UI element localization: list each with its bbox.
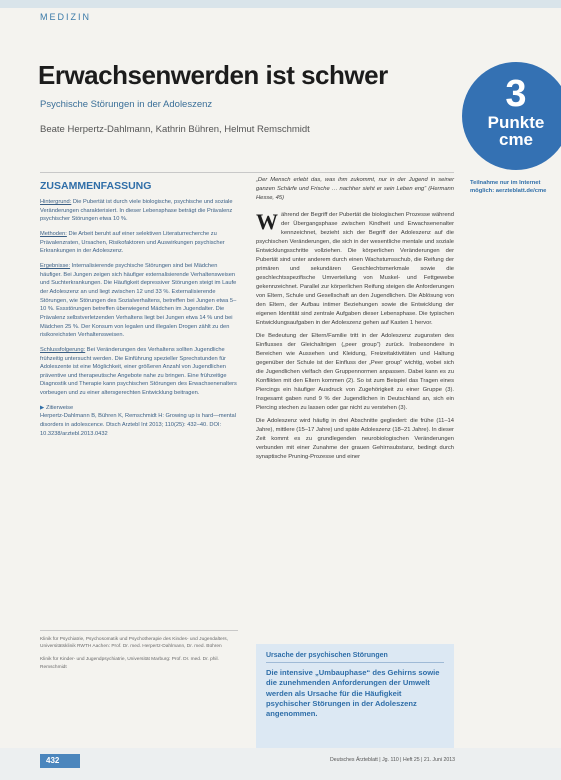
- cme-points-label: Punkte: [487, 113, 545, 132]
- article-title: Erwachsenwerden ist schwer: [38, 60, 388, 90]
- cme-label: cme: [498, 130, 534, 149]
- epigraph-quote: „Der Mensch erlebt das, was ihm zukommt, nur in der Jugend in seiner ganzen Schärfe und Frische … nachher sieht er sein Leben eng“ (Hermann Hesse, 45): [256, 177, 454, 201]
- body-paragraph: Die Bedeutung der Eltern/Familie tritt in der Adoleszenz zugunsten des Einflusses der Gleichaltrigen („peer group“) zurück. Insbesondere in Bereichen wie Aussehen und Kleidung, Freizeitaktivitäten und Haltung gegenüber der Schule ist der Einfluss der „Peer group“ wichtig, wobei sich die Jugendlichen vielfach den Gruppennormen anpassen. Dabei kann es zu Konflikten mit den Eltern kommen (2). So ist zum Beispiel das Tragen eines Piercings ein häufiger Ausdruck von Zugehörigkeit zu einer Gruppe (3). Insgesamt gaben rund 9 % der Jugendlichen in Deutschland an, sich ein Piercing stechen zu lassen oder gar nicht zu verstehen (3).: [256, 332, 454, 411]
- header-divider: [40, 172, 454, 173]
- article-subtitle: Psychische Störungen in der Adoleszenz: [40, 99, 213, 110]
- top-strip: [0, 0, 561, 8]
- abstract-paragraph: [40, 346, 238, 398]
- abstract-paragraph: [40, 262, 238, 340]
- abstract-text: Internalisierende psychische Störungen sind bei Mädchen häufiger. Bei Jungen zeigen sich häufiger externalisierende Verhaltensweisen und Suchterkrankungen. Die Häufigkeit depressiver Störungen steigt im Laufe der Adoleszenz an und liegt zwischen 12 und 33 %. Externalisierende Störungen, wie Störungen des Sozialverhaltens, betreffen bei Jungen etwa 5–10 %. Essstörungen betreffen überwiegend Mädchen im Jugendalter. Die Prävalenz selbstverletzenden Verhaltens liegt bei Jungen etwa 14 % und bei Mädchen 25 %. Der Konsum von legalen und illegalen Drogen zählt zu den risikoreichsten Verhaltensweisen.: [40, 262, 237, 339]
- citation-label: Zitierweise: [45, 404, 74, 411]
- journal-reference: Deutsches Ärzteblatt | Jg. 110 | Heft 25 | 21. Juni 2013: [330, 757, 456, 763]
- cme-points-number: 3: [505, 73, 527, 115]
- abstract-heading: ZUSAMMENFASSUNG: [40, 180, 152, 192]
- infobox-title: Ursache der psychischen Störungen: [266, 652, 444, 663]
- highlight-infobox: [256, 644, 454, 748]
- affiliation-item: Klinik für Psychiatrie, Psychosomatik und Psychotherapie des Kindes- und Jugendalters, Universitätsklinik RWTH Aachen: Prof. Dr. med. Herpertz-Dahlmann, Dr. med. Bühren: [40, 637, 228, 650]
- abstract-column: [40, 198, 238, 438]
- infobox-text: Die intensive „Umbauphase“ des Gehirns sowie die zunehmenden Anforderungen der Umwelt werden als Ursache für die Häufigkeit psychischer Störungen in der Adoleszenz angenommen.: [266, 668, 440, 718]
- abstract-keyword: Ergebnisse:: [40, 262, 71, 269]
- abstract-keyword: Hintergrund:: [40, 199, 72, 205]
- abstract-paragraph: [40, 230, 238, 256]
- page-number: 432: [40, 754, 80, 768]
- citation-block: [40, 404, 238, 439]
- citation-text: Herpertz-Dahlmann B, Bühren K, Remschmidt H: Growing up is hard—mental disorders in adolescence. Dtsch Arztebl Int 2013; 110(25): 432–40. DOI: 10.3238/arztebl.2013.0432: [40, 413, 236, 437]
- body-paragraph: Die Adoleszenz wird häufig in drei Abschnitte gegliedert: die frühe (11–14 Jahre), mittlere (15–17 Jahre) und späte Adoleszenz (18–21 Jahre). In dieser Zeit kommt es zu grundlegenden neurobiologischen Veränderungen verbunden mit einer Zunahme der grauen Gehirnsubstanz, bedingt durch synaptische Pruning-Prozesse und einer: [256, 417, 454, 460]
- abstract-paragraph: [40, 198, 238, 224]
- triangle-right-icon: ▶: [40, 404, 45, 411]
- article-authors: Beate Herpertz-Dahlmann, Kathrin Bühren, Helmut Remschmidt: [40, 124, 310, 135]
- section-label: MEDIZIN: [40, 12, 91, 22]
- drop-cap: W: [256, 208, 278, 234]
- body-column: [256, 176, 454, 466]
- abstract-keyword: Schlussfolgerung:: [40, 346, 86, 353]
- abstract-text: Die Arbeit beruht auf einer selektiven Literaturrecherche zu Prävalenzraten, Ursachen, Risikofaktoren und Auswirkungen psychischer Erkrankungen in der Adoleszenz.: [40, 230, 225, 255]
- body-paragraph: ährend der Begriff der Pubertät die biologischen Prozesse während der Übergangsphase zwischen Kindheit und Erwachsenenalter kennzeichnet, bezieht sich der Begriff der Adoleszenz auf die psychischen Veränderungen, die sich in der wesentliche mentale und soziale Entwicklungsschritte vollziehen. Die körperlichen Veränderungen der Pubertät sind unter anderem durch einen Wachstumsschub, die Reifung der primären und sekundären Geschlechtsmerkmale sowie die geschlechtsspezifische Umverteilung von Muskel- und Fettgewebe gekennzeichnet. Parallel zur körperlichen Reifung steigen die Anforderungen von Eltern, Schule und Gesellschaft an den Jugendlichen. Die Ablösung von den Eltern, der Aufbau intimer Beziehungen sowie die Entwicklung der eigenen Identität sind zentrale Aufgaben dieser Lebensphase. Die typischen Entwicklungsaufgaben in der Adoleszenz gehen auf Kasten 1 hervor.: [256, 211, 454, 326]
- affiliations: [40, 636, 238, 677]
- abstract-keyword: Methoden:: [40, 230, 67, 237]
- footer-bar: [0, 748, 561, 780]
- cme-points-badge: [462, 62, 561, 170]
- affiliation-divider: [40, 630, 238, 631]
- abstract-text: Bei Veränderungen des Verhaltens sollten Jugendliche frühzeitig untersucht werden. Die Einführung spezieller Sprechstunden für Adoleszente ist eine Möglichkeit, einer größeren Anzahl von Jugendlichen präventive und therapeutische Angebote nahe zu bringen. Eine frühzeitige Diagnostik und Therapie kann psychischen Störungen des Erwachsenenalters vorbeugen und zu einer altersgerechten Entwicklung beitragen.: [40, 346, 237, 397]
- cme-side-note: Teilnahme nur im Internet möglich: aerzteblatt.de/cme: [470, 180, 547, 194]
- affiliation-item: Klinik für Kinder- und Jugendpsychiatrie, Universität Marburg: Prof. Dr. med. Dr. phil. Remschmidt: [40, 657, 219, 670]
- abstract-text: Die Pubertät ist durch viele biologische, psychische und soziale Veränderungen charakterisiert. In dieser Lebensphase beträgt die Prävalenz psychischer Störungen etwa 10 %.: [40, 199, 233, 223]
